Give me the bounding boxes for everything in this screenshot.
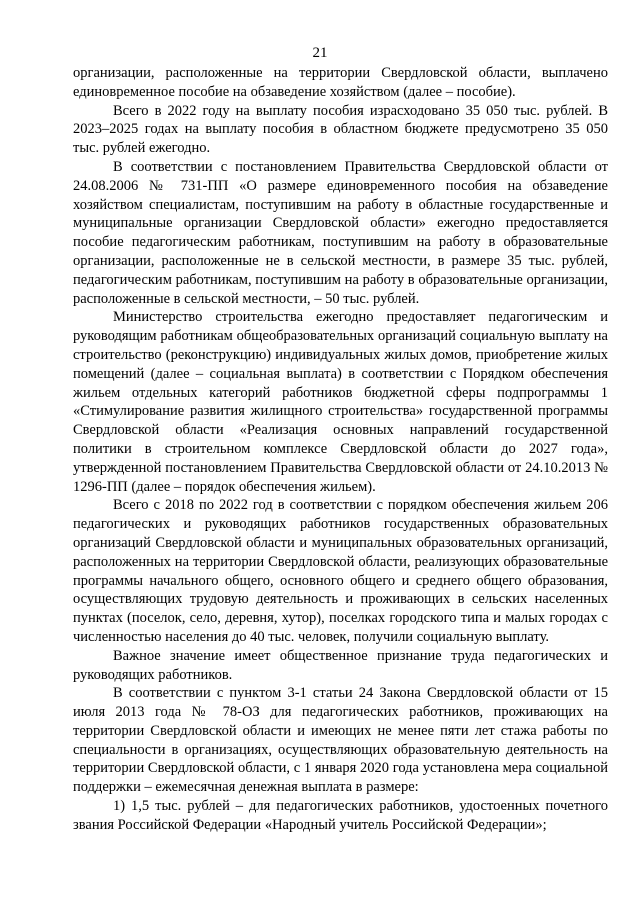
paragraph-public-recognition: Важное значение имеет общественное признание труда педагогических и руководящих работников. bbox=[73, 647, 608, 683]
paragraph-housing-recipients: Всего с 2018 по 2022 год в соответствии с порядком обеспечения жильем 206 педагогических и руководящих работников государственных образовательных организаций Свердловской области и муниципальных образовательных организаций, расположенных на территории Свердловской области, реализующих образовательные программы начального общего, основного общего и среднего общего образования, осуществляющих трудовую деятельность и проживающих в сельских населенных пунктах (поселок, село, деревня, хутор), поселках городского типа и малых городах с численностью населения до 40 тыс. человек, получили социальную выплату. bbox=[73, 497, 608, 645]
page-number: 21 bbox=[312, 45, 328, 61]
paragraph-resolution-731: В соответствии с постановлением Правительства Свердловской области от 24.08.2006 № 731-ПП «О размере единовременного пособия на обзаведение хозяйством специалистам, поступившим на работу в областные государственные и муниципальные организации Свердловской области» ежегодно предоставляется пособие педагогическим работникам, поступившим на работу в образовательные организации, расположенные не в сельской местности, в размере 35 тыс. рублей, педагогическим работникам, поступившим на работу в образовательные организации, расположенные в сельской местности, – 50 тыс. рублей. bbox=[73, 158, 608, 307]
list-item-1: 1) 1,5 тыс. рублей – для педагогических работников, удостоенных почетного звания Российской Федерации «Народный учитель Российской Федерации»; bbox=[73, 798, 608, 833]
document-body bbox=[73, 64, 608, 835]
paragraph-law-78: В соответствии с пунктом 3-1 статьи 24 Закона Свердловской области от 15 июля 2013 года № 78-ОЗ для педагогических работников, проживающих на территории Свердловской области и имеющих не менее пяти лет стажа работы по специальности в организациях, осуществляющих образовательную деятельность на территории Свердловской области, с 1 января 2020 года установлена мера социальной поддержки – ежемесячная денежная выплата в размере: bbox=[73, 685, 608, 796]
paragraph-allowance-expenses: Всего в 2022 году на выплату пособия израсходовано 35 050 тыс. рублей. В 2023–2025 годах на выплату пособия в областном бюджете предусмотрено 35 050 тыс. рублей ежегодно. bbox=[73, 102, 608, 157]
paragraph-continuation: организации, расположенные на территории Свердловской области, выплачено единовременное пособие на обзаведение хозяйством (далее – пособие). bbox=[73, 65, 608, 100]
paragraph-construction-ministry: Министерство строительства ежегодно предоставляет педагогическим и руководящим работникам общеобразовательных организаций социальную выплату на строительство (реконструкцию) индивидуальных жилых домов, приобретение жилых помещений (далее – социальная выплата) в соответствии с Порядком обеспечения жильем отдельных категорий работников бюджетной сферы подпрограммы 1 «Стимулирование развития жилищного строительства» государственной программы Свердловской области «Реализация основных направлений государственной политики в строительном комплексе Свердловской области до 2027 года», утвержденной постановлением Правительства Свердловской области от 24.10.2013 № 1296-ПП (далее – порядок обеспечения жильем). bbox=[73, 309, 608, 495]
